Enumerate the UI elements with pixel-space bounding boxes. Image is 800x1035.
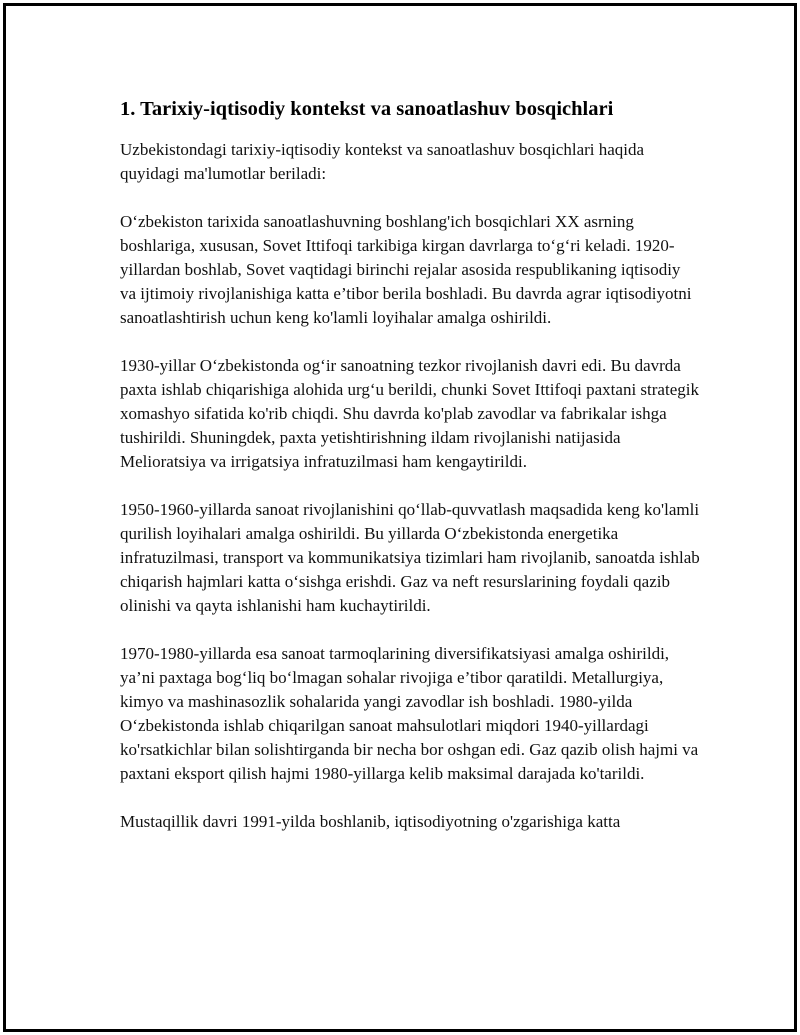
paragraph-early-industrialization: O‘zbekiston tarixida sanoatlashuvning boshlang'ich bosqichlari XX asrning boshlariga, xususan, Sovet Ittifoqi tarkibiga kirgan davrlarga to‘g‘ri keladi. 1920-yillardan boshlab, Sovet vaqtidagi birinchi rejalar asosida respublikaning iqtisodiy va ijtimoiy rivojlanishiga katta e’tibor berila boshladi. Bu davrda agrar iqtisodiyotni sanoatlashtirish uchun keng ko'lamli loyihalar amalga oshirildi. xyxy=(120,212,692,327)
paragraph-independence: Mustaqillik davri 1991-yilda boshlanib, iqtisodiyotning o'zgarishiga katta xyxy=(120,812,621,831)
intro-paragraph: Uzbekistondagi tarixiy-iqtisodiy kontekst va sanoatlashuv bosqichlari haqida quyidagi ma'lumotlar beriladi: xyxy=(120,140,645,183)
paragraph-1950s-1960s: 1950-1960-yillarda sanoat rivojlanishini qo‘llab-quvvatlash maqsadida keng ko'lamli qurilish loyihalari amalga oshirildi. Bu yillarda O‘zbekistonda energetika infratuzilmasi, transport va kommunikatsiya tizimlari ham rivojlanib, sanoatda ishlab chiqarish hajmlari katta o‘sishga erishdi. Gaz va neft resurslarining foydali qazib olinishi va qayta ishlanishi ham kuchaytirildi. xyxy=(120,500,700,615)
paragraph-1930s: 1930-yillar O‘zbekistonda og‘ir sanoatning tezkor rivojlanish davri edi. Bu davrda paxta ishlab chiqarishiga alohida urg‘u berildi, chunki Sovet Ittifoqi paxtani strategik xomashyo sifatida ko'rib chiqdi. Shu davrda ko'plab zavodlar va fabrikalar ishga tushirildi. Shuningdek, paxta yetishtirishning ildam rivojlanishi natijasida Melioratsiya va irrigatsiya infratuzilmasi ham kengaytirildi. xyxy=(120,356,699,471)
document-body xyxy=(120,96,700,858)
section-heading: 1. Tarixiy-iqtisodiy kontekst va sanoatlashuv bosqichlari xyxy=(120,98,614,120)
paragraph-1970s-1980s: 1970-1980-yillarda esa sanoat tarmoqlarining diversifikatsiyasi amalga oshirildi, ya’ni paxtaga bog‘liq bo‘lmagan sohalar rivojiga e’tibor qaratildi. Metallurgiya, kimyo va mashinasozlik sohalarida yangi zavodlar ish boshladi. 1980-yilda O‘zbekistonda ishlab chiqarilgan sanoat mahsulotlari miqdori 1940-yillardagi ko'rsatkichlar bilan solishtirganda bir necha bor oshgan edi. Gaz qazib olish hajmi va paxtani eksport qilish hajmi 1980-yillarga kelib maksimal darajada ko'tarildi. xyxy=(120,644,699,783)
document-page xyxy=(3,3,797,1032)
